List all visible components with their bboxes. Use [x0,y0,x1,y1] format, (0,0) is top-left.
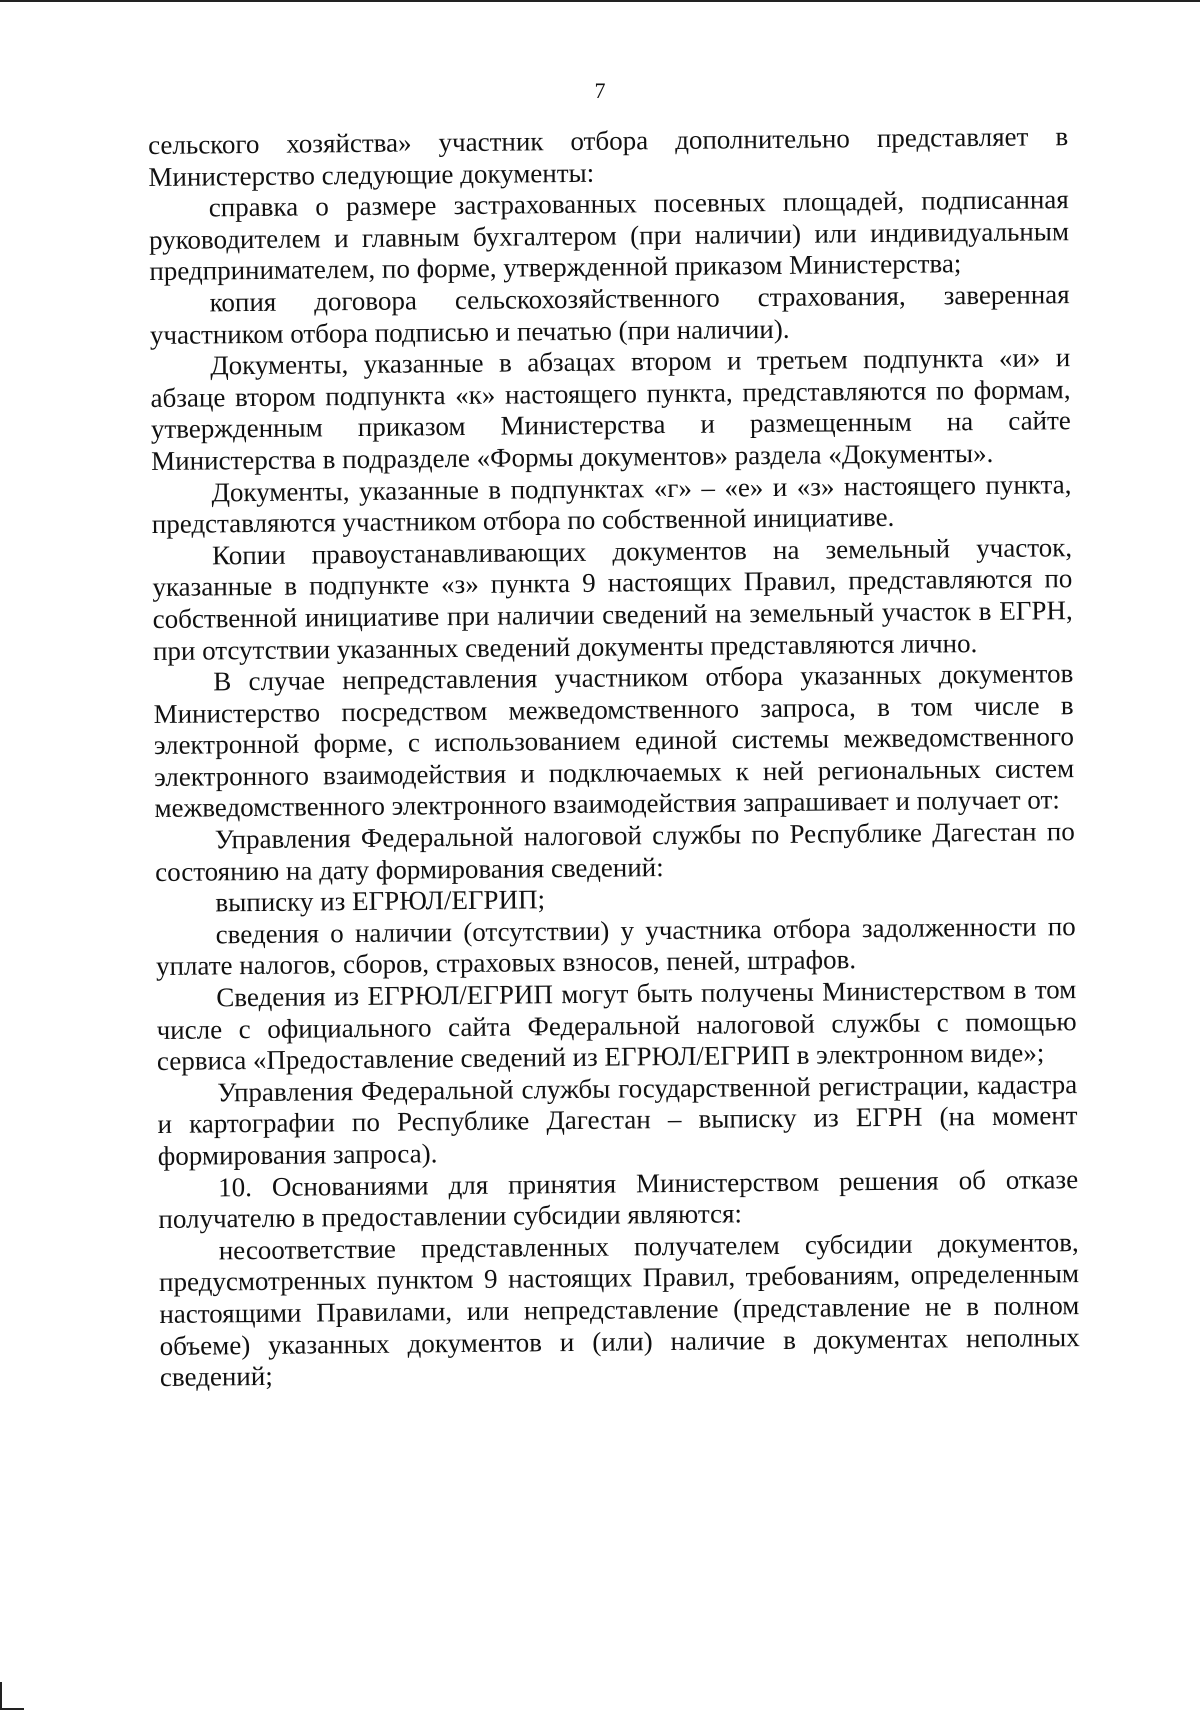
paragraph-7: В случае непредставления участником отбора указанных документов Министерство посредством межведомственного запроса, в том числе в электронной форме, с использованием единой системы межведомственного электронного взаимодействия и подключаемых к ней региональных систем межведомственного электронного взаимодействия запрашивает и получает от: [153,658,1075,824]
page-number: 7 [594,78,606,103]
scan-corner-mark [0,1682,24,1710]
paragraph-1: сельского хозяйства» участник отбора дополнительно представляет в Министерство следующие документы: [148,121,1069,192]
paragraph-13: 10. Основаниями для принятия Министерством решения об отказе получателю в предоставлении субсидии являются: [158,1163,1079,1235]
paragraph-14: несоответствие представленных получателем субсидии документов, предусмотренных пунктом 9 настоящих Правил, требованиям, определенным настоящими Правилами, или непредставление (представление не в полном объеме) указанных документов и (или) наличие в документах неполных сведений; [158,1226,1080,1393]
paragraph-4: Документы, указанные в абзацах втором и третьем подпункта «и» и абзаце втором подпункта «к» настоящего пункта, представляются по формам, утвержденным приказом Министерства и размещенным на сайте Министерства в подразделе «Формы документов» раздела «Документы». [150,342,1071,476]
paragraph-8: Управления Федеральной налоговой службы по Республике Дагестан по состоянию на дату формирования сведений: [154,816,1075,887]
paragraph-3: копия договора сельскохозяйственного страхования, заверенная участником отбора подписью и печатью (при наличии). [149,279,1070,350]
paragraph-12: Управления Федеральной службы государственной регистрации, кадастра и картографии по Республике Дагестан – выписку из ЕГРН (на момент формирования запроса). [157,1068,1078,1171]
paragraph-6: Копии правоустанавливающих документов на земельный участок, указанные в подпункте «з» пункта 9 настоящих Правил, представляются по собственной инициативе при наличии сведений на земельный участок в ЕГРН, при отсутствии указанных сведений документы представляются лично. [152,531,1073,666]
paragraph-10: сведения о наличии (отсутствии) у участника отбора задолженности по уплате налогов, сборов, страховых взносов, пеней, штрафов. [155,910,1076,982]
paragraph-2: справка о размере застрахованных посевных площадей, подписанная руководителем и главным бухгалтером (при наличии) или индивидуальным предпринимателем, по форме, утвержденной приказом Министерства; [148,184,1070,287]
paragraph-9: выписку из ЕГРЮЛ/ЕГРИП; [215,884,546,918]
document-body [148,121,1080,1394]
paragraph-5: Документы, указанные в подпунктах «г» – «е» и «з» настоящего пункта, представляются участником отбора по собственной инициативе. [151,468,1072,540]
page-top-edge [0,0,1200,2]
paragraph-11: Сведения из ЕГРЮЛ/ЕГРИП могут быть получены Министерством в том числе с официального сайта Федеральной налоговой службы с помощью сервиса «Предоставление сведений из ЕГРЮЛ/ЕГРИП в электронном виде»; [156,974,1077,1077]
